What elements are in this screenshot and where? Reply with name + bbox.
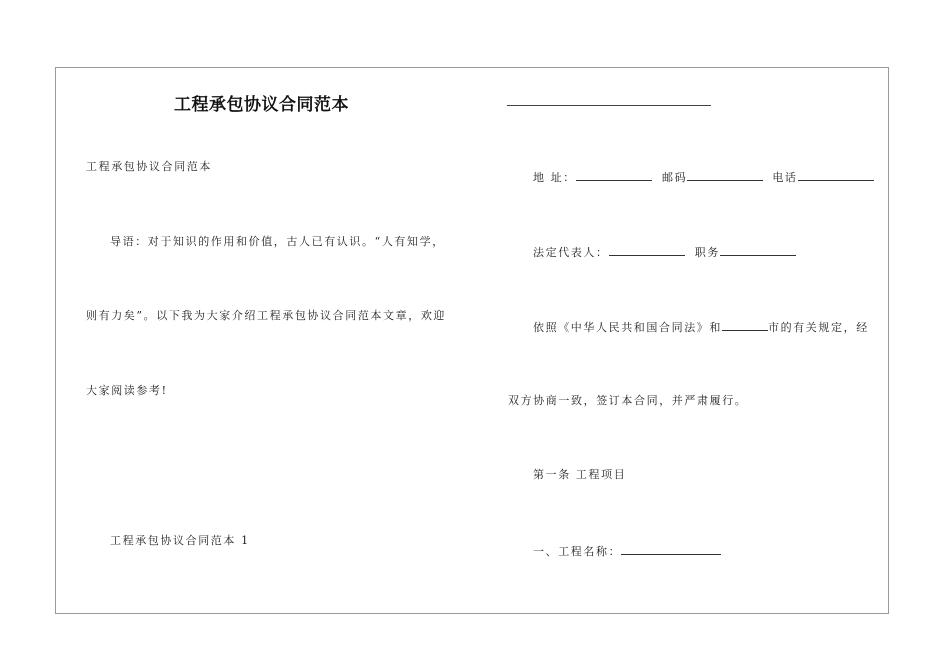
project-name-blank[interactable] (621, 543, 721, 555)
position-blank[interactable] (720, 244, 796, 256)
project-name-row (533, 543, 721, 559)
legal-rep-blank[interactable] (609, 244, 685, 256)
legal-rep-label: 法定代表人： (533, 246, 609, 259)
phone-label: 电话 (772, 171, 798, 184)
document-title: 工程承包协议合同范本 (174, 95, 349, 115)
postcode-label: 邮码 (662, 171, 688, 184)
section-title: 工程承包协议合同范本 1 (110, 534, 250, 547)
postcode-blank[interactable] (687, 169, 763, 181)
document-page (55, 67, 889, 614)
title-underline (507, 105, 711, 106)
address-blank[interactable] (576, 169, 652, 181)
position-label: 职务 (694, 246, 720, 259)
intro-line-2: 则有力矣”。以下我为大家介绍工程承包协议合同范本文章，欢迎 (86, 309, 447, 322)
article-1: 第一条 工程项目 (533, 468, 627, 481)
legal-rep-row (533, 244, 796, 260)
intro-line-3: 大家阅读参考! (86, 384, 168, 397)
address-row (533, 169, 874, 185)
left-heading: 工程承包协议合同范本 (86, 160, 212, 173)
intro-line-1: 导语：对于知识的作用和价值，古人已有认识。“人有知学， (110, 235, 445, 248)
basis-suffix: 市的有关规定，经 (768, 321, 869, 334)
basis-row (533, 319, 869, 335)
project-name-label: 一、工程名称： (533, 545, 622, 558)
city-blank[interactable] (722, 319, 768, 331)
agreement-line: 双方协商一致，签订本合同，并严肃履行。 (508, 394, 748, 407)
basis-prefix: 依照《中华人民共和国合同法》和 (533, 321, 722, 334)
phone-blank[interactable] (798, 169, 874, 181)
address-label: 地 址： (533, 171, 576, 184)
